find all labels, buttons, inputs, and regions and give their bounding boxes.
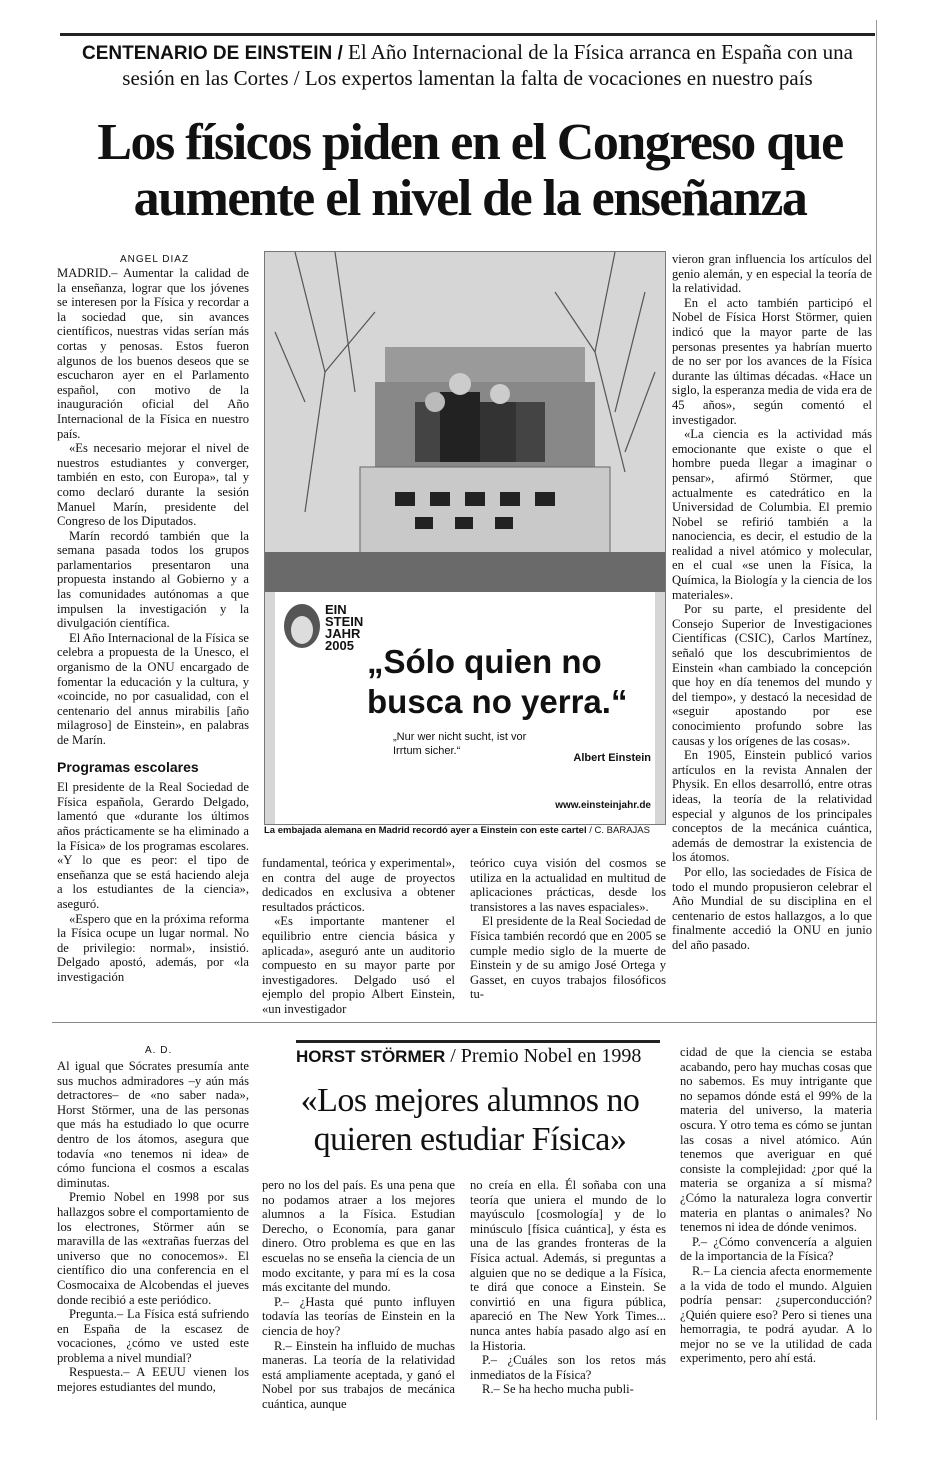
paragraph: pero no los del país. Es una pena que no podamos atraer a los mejores alumnos a la Física. Estudian Derecho, o Economía, para ganar dinero. Otro problema es que en las escuelas no se enseña la ciencia de un modo excitante, y para mí es la cosa más excitante del mundo. xyxy=(262,1178,455,1295)
box-kicker-name: HORST STÖRMER xyxy=(296,1047,446,1066)
paragraph: P.– ¿Cómo convencería a alguien de la importancia de la Física? xyxy=(680,1234,872,1264)
box-column-3 xyxy=(470,1178,666,1397)
photo-caption xyxy=(264,825,674,836)
subhead: Programas escolares xyxy=(57,758,199,775)
column-3 xyxy=(672,252,872,953)
section-label: CENTENARIO DE EINSTEIN / xyxy=(82,43,343,64)
poster-quote: „Sólo quien no busca no yerra.“ xyxy=(367,643,628,720)
paragraph: Premio Nobel en 1998 por sus hallazgos sobre el comportamiento de los electrones, Störmer aún se maravilla de las «extrañas fuerzas del universo que no conocemos». El científico dio una conferencia en el Cosmocaixa de Alcobendas el jueves donde recibió a este periódico. xyxy=(57,1190,249,1307)
paragraph: Por su parte, el presidente del Consejo Superior de Investigaciones Científicas (CSIC), Carlos Martínez, señaló que los descubrimientos de Einstein «han cambiado la concepción que hoy en día tenemos del mundo y del tiempo», y destacó la necesidad de «seguir apostando por ese conocimiento profundo sobre las causas y los orígenes de las cosas». xyxy=(672,602,872,748)
box-kicker-text: / Premio Nobel en 1998 xyxy=(445,1045,642,1067)
paragraph: R.– Se ha hecho mucha publi- xyxy=(482,1382,634,1397)
paragraph: R.– Einstein ha influido de muchas maneras. La teoría de la relatividad está ampliamente aceptada, y ganó el Nobel por sus trabajos de mecánica cuántica, aunque xyxy=(262,1338,455,1411)
box-kicker xyxy=(296,1040,660,1068)
box-column-4 xyxy=(680,1045,872,1366)
news-photo xyxy=(264,251,666,825)
paragraph: vieron gran influencia los artículos del genio alemán, y en especial la teoría de la relatividad. xyxy=(672,252,872,296)
right-margin-rule xyxy=(876,20,877,1420)
poster-website: www.einsteinjahr.de xyxy=(555,800,651,811)
box-column-2 xyxy=(262,1178,455,1412)
paragraph: «Es importante mantener el equilibrio entre ciencia básica y aplicada», aseguró ante un auditorio compuesto en su mayor parte por investigadores. Delgado usó el ejemplo del propio Albert Einstein, «un investigador xyxy=(262,914,455,1016)
paragraph: Al igual que Sócrates presumía ante sus muchos admiradores –y aún más detractores– de «no saber nada», Horst Störmer, una de las personas que más ha estudiado lo que ocurre dentro de los átomos, asegura que todavía «no tenemos ni idea» de cómo funciona el cosmos a escalas diminutas. xyxy=(57,1059,249,1190)
paragraph: cidad de que la ciencia se estaba acabando, pero hay muchas cosas que no sabemos. Es muy intrigante que no sepamos dónde está el 99% de la materia del universo, la materia oscura. Y otro tema es cómo se juntan las cosas a nivel atómico. Aún tenemos que averiguar en qué consiste la complejidad: ¿por qué la materia se organiza a sí misma? ¿Cómo la naturaleza logra convertir materia en plantas o animales? No tenemos ni idea de dónde venimos. xyxy=(680,1045,872,1235)
col1-paragraphs xyxy=(57,266,249,748)
column-2b xyxy=(470,856,666,1002)
paragraph: En el acto también participó el Nobel de Física Horst Störmer, quien indicó que la mayor parte de las personas presentes ya habrían muerto de no ser por los avances de la Física durante las últimas décadas. «Hace un siglo, la esperanza media de vida era de 45 años», según comentó el investigador. xyxy=(672,295,873,427)
paragraph: P.– ¿Hasta qué punto influyen todavía las teorías de Einstein en la ciencia de hoy? xyxy=(262,1294,455,1338)
poster-logo: EIN STEIN JAHR 2005 xyxy=(325,602,364,653)
paragraph: Pregunta.– La Física está sufriendo en España de la escasez de vocaciones, ¿cómo ve usted este problema a nivel mundial? xyxy=(57,1307,249,1365)
paragraph: El presidente de la Real Sociedad de Física también recordó que en 2005 se cumple medio siglo de la muerte de Einstein y de su amigo José Ortega y Gasset, en cuyos trabajos filosóficos tu- xyxy=(470,914,666,1002)
poster-quote-author: Albert Einstein xyxy=(573,752,651,764)
poster-quote-german: „Nur wer nicht sucht, ist vor Irrtum sicher.“ xyxy=(393,731,527,757)
paragraph: teórico cuya visión del cosmos se utiliza en la actualidad en multitud de aplicaciones prácticas, desde los transistores a las naves espaciales». xyxy=(470,856,666,914)
paragraph: «Es necesario mejorar el nivel de nuestros estudiantes y converger, también en esto, con Europa», tal y como declaró durante la sesión Manuel Marín, presidente del Congreso de los Diputados. xyxy=(57,441,249,529)
paragraph: no creía en ella. Él soñaba con una teoría que uniera el mundo de lo mayúsculo [cosmología] y de lo minúsculo [física cuántica], y ésta es una de las grandes fronteras de la Física actual. Además, si preguntas a alguien que no se dedique a la Física, te dirá que conoce a Einstein. Se convirtió en una figura pública, apareció en The New York Times... nunca antes había pasado algo así en la Historia. xyxy=(470,1178,666,1353)
paragraph: «La ciencia es la actividad más emocionante que existe o que el hombre pueda llegar a imaginar o pensar», afirmó Störmer, que actualmente es catedrático en la Universidad de Columbia. El premio Nobel se refirió también a la nanociencia, es decir, el estudio de la realidad a nivel atómico y molecular, en el cual «se unen la Física, la Química, la Biología y la ciencia de los materiales». xyxy=(672,427,872,602)
caption-text: La embajada alemana en Madrid recordó ayer a Einstein con este cartel xyxy=(264,825,587,836)
box-headline: «Los mejores alumnos no quieren estudiar Física» xyxy=(300,1082,640,1158)
col1b-paragraphs xyxy=(57,780,249,984)
paragraph: Respuesta.– A EEUU vienen los mejores estudiantes del mundo, xyxy=(57,1365,249,1395)
column-1 xyxy=(57,266,249,985)
byline: ANGEL DIAZ xyxy=(120,254,190,265)
paragraph: «Espero que en la próxima reforma la Física ocupe un lugar normal. No de privilegio: normal», insistió. Delgado apostó, además, por «la investigación xyxy=(57,911,249,984)
box-separator xyxy=(52,1022,877,1023)
paragraph: fundamental, teórica y experimental», en contra del auge de proyectos dedicados en exclusiva a obtener resultados prácticos. xyxy=(262,856,455,914)
section-kicker xyxy=(60,40,875,91)
paragraph: R.– La ciencia afecta enormemente a la vida de todo el mundo. Alguien podría pensar: ¿superconducción? ¿Quién quiere eso? Pero si tienes una hemorragia, te podrá ayudar. A lo mejor no se ve la utilidad de cada experimento, pero ahí está. xyxy=(680,1263,872,1366)
headline: Los físicos piden en el Congreso que aumente el nivel de la enseñanza xyxy=(97,114,843,227)
kicker-text: El Año Internacional de la Física arranca en España con una sesión en las Cortes / Los expertos lamentan la falta de vocaciones en nuestro país xyxy=(122,40,853,90)
paragraph: En 1905, Einstein publicó varios artículos en la revista Annalen der Physik. En ellos desarrolló, entre otras ideas, la teoría de la relatividad especial y algunos de los principales conceptos de la mecánica cuántica, además de demostrar la existencia de los átomos. xyxy=(672,748,872,865)
box-byline: A. D. xyxy=(145,1045,173,1056)
photo-credit: / C. BARAJAS xyxy=(589,825,650,836)
paragraph: MADRID.– Aumentar la calidad de la enseñanza, lograr que los jóvenes se interesen por la Física y recordar a la sociedad que, sin avances científicos, nuestras vidas serían más cortas y penosas. Estos fueron algunos de los buenos deseos que se escucharon ayer en el Parlamento español, con motivo de la inauguración oficial del Año Internacional de la Física en nuestro país. xyxy=(57,266,249,441)
paragraph: Marín recordó también que la semana pasada todos los grupos parlamentarios presentaron una propuesta instando al Gobierno y a las comunidades autónomas a que impulsen la investigación y la divulgación científica. xyxy=(57,528,249,631)
paragraph: El presidente de la Real Sociedad de Física española, Gerardo Delgado, lamentó que «durante los últimos años prácticamente se ha eliminado a la Física» de los programas escolares. «Y lo que es peor: el tipo de enseñanza que se está haciendo aleja a los estudiantes de la ciencia», aseguró. xyxy=(57,780,249,911)
poster xyxy=(275,592,655,824)
paragraph: El Año Internacional de la Física se celebra a propuesta de la Unesco, el organismo de la ONU encargado de fomentar la educación y la cultura, y «coincide, no por casualidad, con el centenario del annus mirabilis [año milagroso] de Einstein», en palabras de Marín. xyxy=(57,630,249,747)
paragraph: P.– ¿Cuáles son los retos más inmediatos de la Física? xyxy=(470,1353,666,1382)
top-rule xyxy=(60,33,875,36)
box-column-1 xyxy=(57,1059,249,1395)
einstein-portrait-icon xyxy=(279,596,325,652)
column-2a xyxy=(262,856,455,1017)
paragraph: Por ello, las sociedades de Física de todo el mundo propusieron celebrar el Año Mundial de su disciplina en el centenario de estos hallazgos, a lo que finalmente accedió la ONU en junio del año pasado. xyxy=(672,864,872,952)
